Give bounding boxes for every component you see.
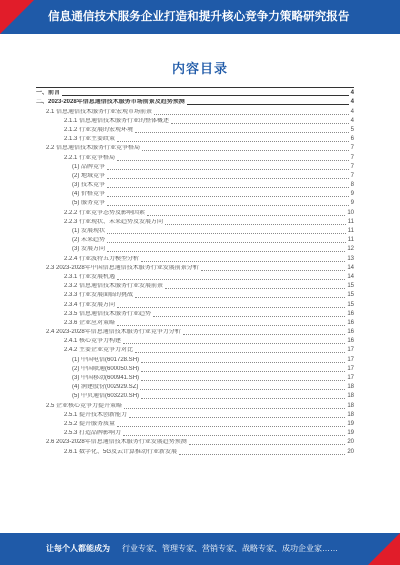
toc-entry-page: 16 <box>347 319 354 326</box>
toc-leader-dots <box>124 407 345 409</box>
toc-leader-dots <box>123 434 345 436</box>
toc-entry[interactable] <box>36 446 354 455</box>
toc-entry-label: 2.3.3 行业发展面临的挑战 <box>64 292 134 299</box>
toc-entry[interactable] <box>36 410 354 419</box>
toc-entry-label: 2.5.1 提升技术创新能力 <box>64 411 128 418</box>
toc-entry-label: (2) 未来趋势 <box>72 237 106 244</box>
toc-leader-dots <box>135 351 345 353</box>
toc-entry-label: (4) 价格竞争 <box>72 191 106 198</box>
toc-entry[interactable] <box>36 373 354 382</box>
toc-leader-dots <box>107 195 349 197</box>
toc-entry-page: 11 <box>347 237 354 244</box>
toc-entry[interactable] <box>36 143 354 152</box>
toc-leader-dots <box>183 333 346 335</box>
toc-entry-label: 2.2.2 行业竞争态势及影响因素 <box>64 209 146 216</box>
toc-leader-dots <box>135 296 345 298</box>
toc-entry[interactable] <box>36 428 354 437</box>
toc-entry[interactable] <box>36 299 354 308</box>
toc-leader-dots <box>107 204 349 206</box>
toc-entry-label: 2.6.1 数字化、5G及云计算推动行业新发展 <box>64 448 178 455</box>
toc-leader-dots <box>117 425 345 427</box>
toc-entry-page: 15 <box>347 292 354 299</box>
toc-entry-page: 10 <box>347 209 354 216</box>
toc-entry-label: 2.3.2 信息通信技术服务行业发展前景 <box>64 283 164 290</box>
toc-entry-page: 16 <box>347 338 354 345</box>
toc-entry-page: 7 <box>350 145 354 152</box>
toc-entry-page: 7 <box>350 163 354 170</box>
toc-entry-label: (3) 技术竞争 <box>72 182 106 189</box>
toc-entry-label: 2.1.1 信息通信技术服务行业的整体概述 <box>64 117 170 124</box>
toc-entry[interactable] <box>36 198 354 207</box>
toc-entry-page: 17 <box>347 365 354 372</box>
toc-leader-dots <box>189 443 346 445</box>
toc-entry[interactable] <box>36 97 354 106</box>
toc-entry[interactable] <box>36 382 354 391</box>
toc-entry-page: 16 <box>347 329 354 336</box>
toc-leader-dots <box>141 397 345 399</box>
toc-entry-page: 6 <box>350 136 354 143</box>
toc-entry[interactable] <box>36 281 354 290</box>
toc-entry-page: 5 <box>350 126 354 133</box>
toc-entry-label: 2.2.1 行业竞争格局 <box>64 154 116 161</box>
toc-leader-dots <box>179 453 345 455</box>
toc-entry-page: 14 <box>347 273 354 280</box>
toc-leader-dots <box>165 223 346 225</box>
toc-entry-label: 2.5 企业核心竞争力提升策略 <box>46 402 123 409</box>
toc-entry-label: (1) 中国电信(601728.SH) <box>72 356 140 363</box>
toc-entry-page: 18 <box>347 393 354 400</box>
toc-entry-label: (1) 品牌竞争 <box>72 163 106 170</box>
toc-entry-page: 12 <box>347 246 354 253</box>
toc-entry-page: 8 <box>350 182 354 189</box>
toc-entry[interactable] <box>36 327 354 336</box>
toc-entry[interactable] <box>36 171 354 180</box>
toc-leader-dots <box>135 131 349 133</box>
toc-heading: 内容目录 <box>171 61 228 76</box>
toc-entry-label: (5) 中贝通信(603220.SH) <box>72 393 140 400</box>
toc-entry[interactable] <box>36 253 354 262</box>
toc-entry-page: 18 <box>347 384 354 391</box>
toc-leader-dots <box>141 260 345 262</box>
toc-leader-dots <box>153 315 345 317</box>
toc-entry-label: 2.3.5 信息通信技术服务行业趋势 <box>64 310 152 317</box>
toc-entry-label: 一、前言 <box>36 90 61 97</box>
report-title: 信息通信技术服务企业打造和提升核心竞争力策略研究报告 <box>48 10 350 23</box>
toc-entry[interactable] <box>36 290 354 299</box>
toc-entry[interactable] <box>36 106 354 115</box>
toc-entry[interactable] <box>36 354 354 363</box>
toc-entry[interactable] <box>36 244 354 253</box>
toc-entry[interactable] <box>36 235 354 244</box>
toc-leader-dots <box>107 168 349 170</box>
toc-leader-dots <box>187 103 349 105</box>
toc-entry[interactable] <box>36 364 354 373</box>
toc-entry-page: 20 <box>347 448 354 455</box>
toc-entry[interactable] <box>36 116 354 125</box>
toc-entry[interactable] <box>36 189 354 198</box>
toc-entry-label: 二、2023-2028年信息通信技术服务市场前景及趋势预测 <box>36 99 185 106</box>
toc-entry[interactable] <box>36 400 354 409</box>
toc-entry-page: 13 <box>347 255 354 262</box>
toc-entry-label: (2) 中国联通(600050.SH) <box>72 365 140 372</box>
toc-entry-page: 11 <box>347 218 354 225</box>
toc-entry[interactable] <box>36 437 354 446</box>
toc-entry[interactable] <box>36 336 354 345</box>
toc-leader-dots <box>165 287 345 289</box>
toc-leader-dots <box>141 361 345 363</box>
toc-entry-label: 2.4.1 核心竞争力构建 <box>64 338 122 345</box>
toc-entry[interactable] <box>36 318 354 327</box>
toc-entry-label: 2.5.2 提升服务质量 <box>64 420 116 427</box>
toc-entry-page: 18 <box>347 411 354 418</box>
toc-entry-page: 18 <box>347 402 354 409</box>
toc-entry-page: 15 <box>347 283 354 290</box>
footer-roles: 行业专家、管理专家、营销专家、战略专家、成功企业家…… <box>122 544 338 553</box>
toc-entry[interactable] <box>36 87 354 97</box>
toc-leader-dots <box>171 122 349 124</box>
toc-entry-page: 9 <box>350 191 354 198</box>
toc-leader-dots <box>201 269 346 271</box>
toc-leader-dots <box>107 186 349 188</box>
toc-leader-dots <box>62 94 349 96</box>
toc-entry[interactable] <box>36 162 354 171</box>
toc-entry-page: 17 <box>347 375 354 381</box>
toc-entry[interactable] <box>36 272 354 281</box>
toc-entry-label: 2.2 信息通信技术服务行业竞争格局 <box>46 145 141 152</box>
toc-entry-label: (5) 服务竞争 <box>72 200 106 207</box>
toc-entry-page: 4 <box>350 90 354 97</box>
toc-entry[interactable] <box>36 226 354 235</box>
toc-entry[interactable] <box>36 134 354 143</box>
footer-accent-triangle <box>368 533 400 565</box>
toc-entry-label: (4) 润建股份(002929.SZ) <box>72 384 139 391</box>
toc-entry-page: 17 <box>347 347 354 354</box>
toc-entry-label: 2.3.4 行业发展方向 <box>64 301 116 308</box>
toc-entry-label: 2.3.1 行业发展机遇 <box>64 273 116 280</box>
toc-entry-label: 2.2.3 行业现状、未来趋势及发展方向 <box>64 218 164 225</box>
toc-entry-label: 2.3 2023-2028年中国信息通信技术服务行业发展前景分析 <box>46 264 199 271</box>
toc-leader-dots <box>129 416 345 418</box>
toc-entry-label: 2.5.3 打造品牌影响力 <box>64 430 122 437</box>
toc-entry-label: 2.2.4 行业波特五力模型分析 <box>64 255 140 262</box>
toc-entry-label: (3) 发展方向 <box>72 246 106 253</box>
toc-leader-dots <box>107 241 346 243</box>
toc-entry[interactable] <box>36 345 354 354</box>
toc-leader-dots <box>117 306 345 308</box>
toc-entry-label: (1) 发展现状 <box>72 228 106 234</box>
toc-entry-page: 19 <box>347 420 354 427</box>
table-of-contents <box>36 87 354 456</box>
footer-slogan: 让每个人都能成为 <box>46 544 110 553</box>
toc-entry-label: 2.6 2023-2028年信息通信技术服务行业发展趋势预测 <box>46 439 187 446</box>
toc-leader-dots <box>140 388 345 390</box>
toc-leader-dots <box>117 140 349 142</box>
toc-entry-page: 17 <box>347 356 354 363</box>
toc-entry-label: (2) 地域竞争 <box>72 172 106 179</box>
toc-leader-dots <box>142 149 349 151</box>
toc-leader-dots <box>154 113 349 115</box>
toc-entry[interactable] <box>36 152 354 161</box>
toc-entry-page: 16 <box>347 310 354 317</box>
toc-entry[interactable] <box>36 419 354 428</box>
toc-entry-page: 19 <box>347 430 354 437</box>
toc-entry[interactable] <box>36 125 354 134</box>
toc-entry-page: 4 <box>350 99 354 106</box>
toc-leader-dots <box>123 342 345 344</box>
toc-entry-label: 2.1 信息通信技术服务行业宏观市场前景 <box>46 108 153 115</box>
toc-entry-page: 15 <box>347 301 354 308</box>
toc-entry-label: (3) 中国移动(600941.SH) <box>72 375 140 381</box>
toc-entry[interactable] <box>36 207 354 216</box>
toc-entry-page: 7 <box>350 154 354 161</box>
toc-entry-page: 4 <box>350 117 354 124</box>
toc-leader-dots <box>107 177 349 179</box>
toc-entry-page: 11 <box>347 228 354 234</box>
toc-entry-label: 2.4.2 主要企业竞争力对比 <box>64 347 134 354</box>
toc-leader-dots <box>107 250 345 252</box>
toc-entry[interactable] <box>36 263 354 272</box>
page-footer <box>0 533 400 565</box>
toc-leader-dots <box>107 232 346 234</box>
toc-entry-label: 2.4 2023-2028年信息通信技术服务行业竞争力分析 <box>46 329 181 336</box>
toc-leader-dots <box>141 379 345 381</box>
toc-leader-dots <box>141 370 345 372</box>
toc-entry-page: 9 <box>350 200 354 207</box>
toc-entry-page: 14 <box>347 264 354 271</box>
toc-entry-label: 2.1.3 行业主要政策 <box>64 136 116 143</box>
toc-entry[interactable] <box>36 180 354 189</box>
toc-entry-label: 2.3.6 企业应对策略 <box>64 319 116 326</box>
toc-leader-dots <box>117 324 345 326</box>
toc-leader-dots <box>117 159 349 161</box>
toc-leader-dots <box>147 214 345 216</box>
toc-entry-label: 2.1.2 行业发展的宏观环境 <box>64 126 134 133</box>
toc-entry-page: 7 <box>350 172 354 179</box>
toc-entry[interactable] <box>36 391 354 400</box>
toc-entry[interactable] <box>36 309 354 318</box>
toc-entry-page: 4 <box>350 108 354 115</box>
toc-entry-page: 20 <box>347 439 354 446</box>
page-header <box>0 0 400 34</box>
toc-leader-dots <box>117 278 345 280</box>
toc-entry[interactable] <box>36 217 354 226</box>
header-accent-triangle <box>0 0 34 34</box>
